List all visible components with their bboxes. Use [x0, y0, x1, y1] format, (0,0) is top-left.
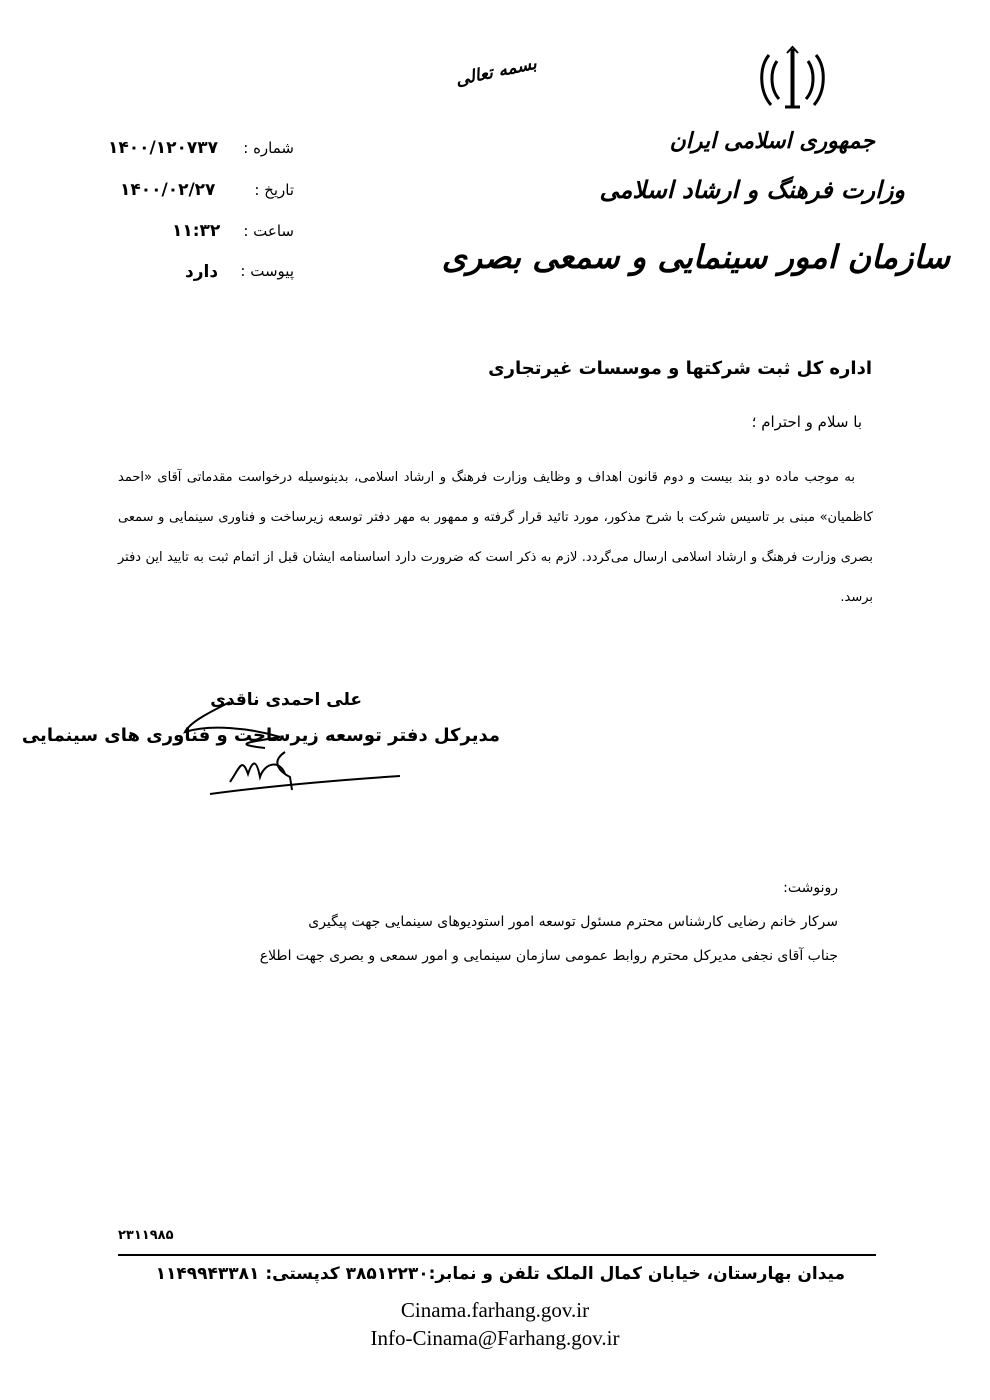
footer-address: میدان بهارستان، خیابان کمال الملک تلفن و نمابر:۳۸۵۱۲۲۳۰ کدپستی: ۱۱۴۹۹۴۳۳۸۱	[155, 1264, 845, 1284]
attachment-value: دارد	[185, 262, 219, 282]
header-organization: سازمان امور سینمایی و سمعی بصری	[441, 238, 950, 276]
footer-email: Info-Cinama@Farhang.gov.ir	[370, 1326, 620, 1350]
footer-website: Cinama.farhang.gov.ir	[400, 1298, 590, 1322]
footer-divider	[118, 1254, 876, 1256]
cc-item: سرکار خانم رضایی کارشناس محترم مسئول توسعه امور استودیوهای سینمایی جهت پیگیری	[308, 914, 838, 930]
document-code: ۲۳۱۱۹۸۵	[118, 1228, 174, 1243]
recipient-heading: اداره کل ثبت شرکتها و موسسات غیرتجاری	[488, 358, 872, 379]
number-value: ۱۴۰۰/۱۲۰۷۳۷	[108, 138, 218, 158]
greeting: با سلام و احترام ؛	[751, 413, 862, 431]
time-label: ساعت :	[243, 222, 294, 240]
signer-title: مدیرکل دفتر توسعه زیرساخت و فناوری های سینمایی	[21, 725, 500, 746]
header-country: جمهوری اسلامی ایران	[669, 128, 875, 154]
header-ministry: وزارت فرهنگ و ارشاد اسلامی	[599, 175, 905, 204]
cc-label: رونوشت:	[783, 880, 838, 896]
letter-body: به موجب ماده دو بند بیست و دوم قانون اهداف و وظایف وزارت فرهنگ و ارشاد اسلامی، بدینوسیله درخواست مقدماتی آقای «احمد کاظمیان» مبنی بر تاسیس شرکت با شرح مذکور، مورد تائید قرار گرفته و ممهور به مهر دفتر توسعه زیرساخت و فناوری سینمایی و سمعی بصری وزارت فرهنگ و ارشاد اسلامی ارسال می‌گردد. لازم به ذکر است که ضرورت دارد اساسنامه ایشان قبل از اتمام ثبت به تایید این دفتر برسد.	[118, 470, 873, 605]
date-value: ۱۴۰۰/۰۲/۲۷	[120, 180, 216, 200]
attachment-label: پیوست :	[240, 262, 294, 280]
iran-emblem-icon	[755, 45, 830, 115]
number-label: شماره :	[243, 139, 294, 157]
cc-item: جناب آقای نجفی مدیرکل محترم روابط عمومی سازمان سینمایی و امور سمعی و بصری جهت اطلاع	[259, 948, 838, 964]
bismillah-calligraphy: بسمه تعالی	[453, 53, 539, 91]
signer-name: علی احمدی ناقدی	[210, 690, 362, 710]
date-label: تاریخ :	[254, 181, 294, 199]
time-value: ۱۱:۳۲	[172, 221, 221, 241]
